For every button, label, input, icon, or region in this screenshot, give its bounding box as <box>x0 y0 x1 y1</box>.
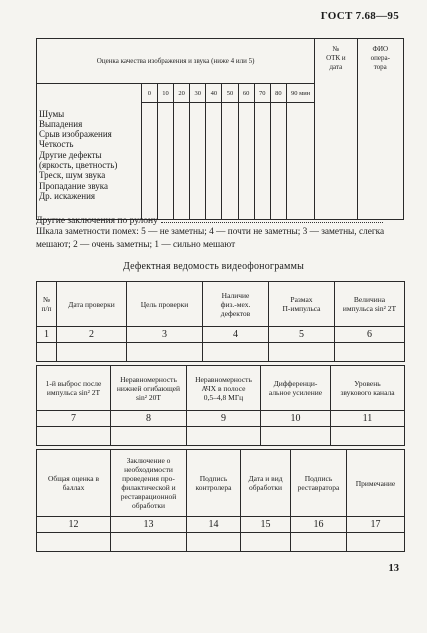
grid-cell <box>270 103 286 220</box>
section-title: Дефектная ведомость видеофонограммы <box>122 261 305 272</box>
header-cell-lower-envelope: Неравномерность нижней огибающей sin² 20Т <box>111 366 187 411</box>
scale-tick: 90 мин <box>286 84 314 103</box>
header-cell-differential-gain: Дифференци- альное усиление <box>261 366 331 411</box>
grid-cell <box>222 103 238 220</box>
scale-tick: 20 <box>174 84 190 103</box>
other-conclusions-label: Другие заключения по рулону <box>36 216 158 226</box>
header-cell-check-date: Дата проверки <box>57 282 127 327</box>
defect-type-list <box>37 103 142 220</box>
column-number: 4 <box>203 327 269 343</box>
column-number: 3 <box>127 327 203 343</box>
column-number: 10 <box>261 411 331 427</box>
defect-row-label: (яркость, цветность) <box>39 159 118 170</box>
grid-cell <box>286 103 314 220</box>
other-conclusions <box>36 213 404 226</box>
column-number-row <box>37 517 405 533</box>
empty-row <box>37 343 405 362</box>
column-number: 12 <box>37 517 111 533</box>
header-cell-audio-level: Уровень звукового канала <box>331 366 405 411</box>
header-cell-restoration-conclusion: Заключение о необходимости проведения про- филактической и реставрационной обработки <box>111 450 187 517</box>
scale-tick: 10 <box>157 84 173 103</box>
grid-cell <box>141 103 157 220</box>
scale-tick: 80 <box>270 84 286 103</box>
empty-row <box>37 427 405 446</box>
defect-row-label: Пропадание звука <box>39 180 108 191</box>
grid-cell <box>206 103 222 220</box>
defect-row-label: Четкость <box>39 139 74 150</box>
otk-column-header: № ОТК и дата <box>315 39 357 220</box>
column-number: 7 <box>37 411 111 427</box>
interference-scale-text: Шкала заметности помех: 5 — не заметны; 4 — почти не заметны; 3 — заметны, слегка мешают; 2 — очень заметны; 1 — сильно мешают <box>36 227 385 250</box>
defect-row-label: Др. искажения <box>39 190 96 201</box>
scale-tick: 40 <box>206 84 222 103</box>
column-number-row <box>37 411 405 427</box>
header-cell-note: Примечание <box>347 450 405 517</box>
header-cell-controller-signature: Подпись контролера <box>187 450 241 517</box>
grid-cell <box>238 103 254 220</box>
column-number: 15 <box>241 517 291 533</box>
conclusion-fill-line <box>161 213 383 223</box>
defect-row-label: Шумы <box>39 108 65 119</box>
document-code: ГОСТ 7.68—95 <box>320 10 399 22</box>
scale-tick: 50 <box>222 84 238 103</box>
header-cell-sin-pulse: Величина импульса sin² 2Т <box>335 282 405 327</box>
header-cell-frequency-response: Неравномерность АЧХ в полосе 0,5–4,8 МГц <box>187 366 261 411</box>
grid-cell <box>190 103 206 220</box>
column-number: 1 <box>37 327 57 343</box>
header-cell-restorer-signature: Подпись реставратора <box>291 450 347 517</box>
column-number: 16 <box>291 517 347 533</box>
column-number: 6 <box>335 327 405 343</box>
scale-tick: 70 <box>254 84 270 103</box>
scale-tick: 60 <box>238 84 254 103</box>
header-cell-overall-score: Общая оценка в баллах <box>37 450 111 517</box>
grid-cell <box>157 103 173 220</box>
defect-row-label: Треск, шум звука <box>39 170 106 181</box>
defect-row-label: Срыв изображения <box>39 129 112 140</box>
grid-cell <box>254 103 270 220</box>
grid-cell <box>174 103 190 220</box>
column-number: 9 <box>187 411 261 427</box>
column-number: 14 <box>187 517 241 533</box>
column-number: 8 <box>111 411 187 427</box>
operator-column-header: ФИО опера- тора <box>357 39 403 220</box>
column-number: 11 <box>331 411 405 427</box>
header-cell-physical-defects: Наличие физ.-мех. дефектов <box>203 282 269 327</box>
quality-assessment-table <box>36 38 404 220</box>
empty-row <box>37 533 405 552</box>
header-cell-first-overshoot: 1-й выброс после импульса sin² 2Т <box>37 366 111 411</box>
defect-table-part-2 <box>36 365 405 446</box>
header-cell-check-purpose: Цель проверки <box>127 282 203 327</box>
column-number: 2 <box>57 327 127 343</box>
column-number: 13 <box>111 517 187 533</box>
defect-row-label: Другие дефекты <box>39 149 102 160</box>
scale-tick: 0 <box>141 84 157 103</box>
defect-row-label: Выпадения <box>39 118 83 129</box>
header-cell-processing-date: Дата и вид обработки <box>241 450 291 517</box>
header-cell-p-pulse-swing: Размах П-импульса <box>269 282 335 327</box>
page-number: 13 <box>388 563 399 574</box>
column-number-row <box>37 327 405 343</box>
defect-table-part-3 <box>36 449 405 552</box>
header-cell-number: № п/п <box>37 282 57 327</box>
defect-table-part-1 <box>36 281 405 362</box>
column-number: 5 <box>269 327 335 343</box>
quality-caption: Оценка качества изображения и звука (ниже 4 или 5) <box>37 39 315 84</box>
scale-tick: 30 <box>190 84 206 103</box>
column-number: 17 <box>347 517 405 533</box>
